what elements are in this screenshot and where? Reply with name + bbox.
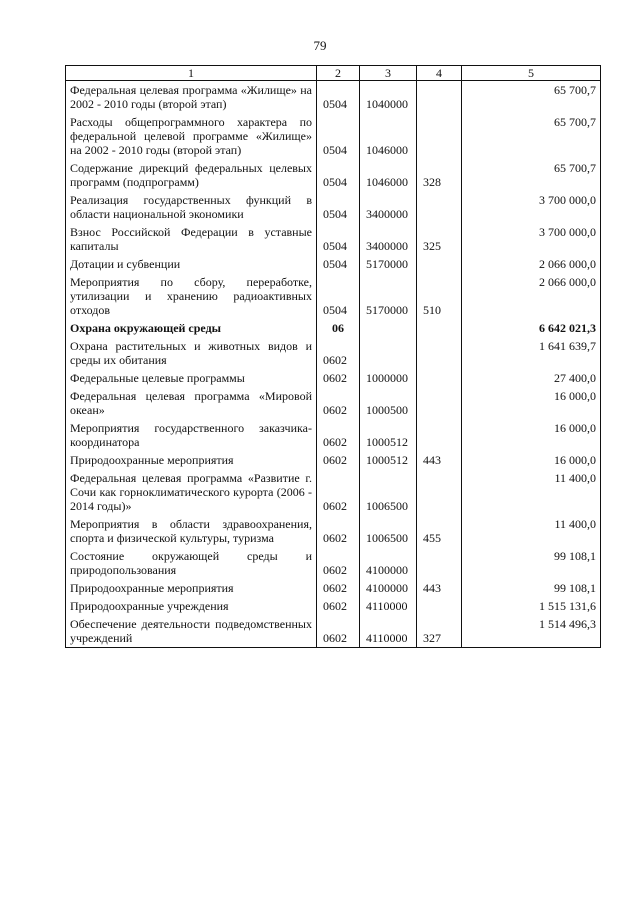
row-article: 4100000 [360,547,417,579]
row-expense-type [417,597,462,615]
row-article: 3400000 [360,223,417,255]
row-section: 0602 [317,337,360,369]
table-row [66,419,601,451]
row-article [360,337,417,369]
row-section: 0602 [317,597,360,615]
row-article: 1046000 [360,113,417,159]
row-amount: 2 066 000,0 [462,255,601,273]
page-number: 79 [313,38,327,53]
row-section: 0602 [317,387,360,419]
row-name: Охрана растительных и животных видов и среды их обитания [66,337,317,369]
row-expense-type: 510 [417,273,462,319]
row-name: Мероприятия в области здравоохранения, спорта и физической культуры, туризма [66,515,317,547]
row-amount: 3 700 000,0 [462,223,601,255]
row-name: Федеральные целевые программы [66,369,317,387]
row-expense-type [417,387,462,419]
row-amount: 16 000,0 [462,419,601,451]
row-section: 0602 [317,579,360,597]
row-amount: 2 066 000,0 [462,273,601,319]
row-section: 0602 [317,469,360,515]
row-expense-type [417,337,462,369]
row-expense-type: 443 [417,579,462,597]
row-article: 3400000 [360,191,417,223]
table-row [66,113,601,159]
row-name: Мероприятия государственного заказчика-координатора [66,419,317,451]
table-row [66,191,601,223]
row-amount: 16 000,0 [462,451,601,469]
row-name: Взнос Российской Федерации в уставные капиталы [66,223,317,255]
row-article: 1000512 [360,419,417,451]
row-expense-type [417,469,462,515]
row-section: 0504 [317,159,360,191]
row-article: 1006500 [360,469,417,515]
row-expense-type [417,319,462,337]
row-amount: 16 000,0 [462,387,601,419]
row-amount: 1 641 639,7 [462,337,601,369]
row-amount: 1 514 496,3 [462,615,601,648]
row-article: 1006500 [360,515,417,547]
row-expense-type: 327 [417,615,462,648]
row-section: 0504 [317,255,360,273]
table-row [66,273,601,319]
row-article: 5170000 [360,255,417,273]
table-body [66,81,601,648]
row-section: 0504 [317,273,360,319]
row-article: 4100000 [360,579,417,597]
header-cell-name: 1 [66,66,317,81]
row-expense-type: 443 [417,451,462,469]
row-name: Дотации и субвенции [66,255,317,273]
row-amount: 99 108,1 [462,547,601,579]
header-row [66,66,601,81]
table-row [66,159,601,191]
row-article: 1000500 [360,387,417,419]
row-amount: 11 400,0 [462,515,601,547]
row-name: Природоохранные учреждения [66,597,317,615]
row-name: Природоохранные мероприятия [66,579,317,597]
table-row [66,547,601,579]
header-cell-section: 2 [317,66,360,81]
row-amount: 99 108,1 [462,579,601,597]
table-row [66,469,601,515]
row-amount: 65 700,7 [462,159,601,191]
row-article: 5170000 [360,273,417,319]
row-article: 1000512 [360,451,417,469]
row-name: Федеральная целевая программа «Жилище» на 2002 - 2010 годы (второй этап) [66,81,317,114]
row-expense-type [417,255,462,273]
header-cell-expense-type: 4 [417,66,462,81]
row-amount: 65 700,7 [462,81,601,114]
row-name: Содержание дирекций федеральных целевых программ (подпрограмм) [66,159,317,191]
row-section: 0602 [317,515,360,547]
table-row [66,615,601,648]
row-amount: 3 700 000,0 [462,191,601,223]
row-name: Обеспечение деятельности подведомственных учреждений [66,615,317,648]
row-article: 1040000 [360,81,417,114]
row-article: 4110000 [360,615,417,648]
table-row [66,319,601,337]
table-row [66,223,601,255]
row-expense-type [417,369,462,387]
table-row [66,387,601,419]
row-amount: 11 400,0 [462,469,601,515]
row-name: Расходы общепрограммного характера по федеральной целевой программе «Жилище» на 2002 - 2010 годы (второй этап) [66,113,317,159]
row-section: 0602 [317,451,360,469]
row-name: Природоохранные мероприятия [66,451,317,469]
row-article: 1046000 [360,159,417,191]
header-cell-amount: 5 [462,66,601,81]
row-expense-type [417,191,462,223]
row-expense-type [417,547,462,579]
row-section: 0602 [317,615,360,648]
table-row [66,337,601,369]
row-name: Охрана окружающей среды [66,319,317,337]
row-amount: 65 700,7 [462,113,601,159]
row-amount: 6 642 021,3 [462,319,601,337]
row-section: 0602 [317,547,360,579]
row-amount: 1 515 131,6 [462,597,601,615]
table-row [66,515,601,547]
table-row [66,369,601,387]
table-row [66,451,601,469]
row-name: Состояние окружающей среды и природопользования [66,547,317,579]
table-row [66,81,601,114]
row-name: Федеральная целевая программа «Развитие г. Сочи как горноклиматического курорта (2006 - 2014 годы)» [66,469,317,515]
row-section: 0602 [317,419,360,451]
row-article: 4110000 [360,597,417,615]
row-expense-type: 455 [417,515,462,547]
row-section: 0504 [317,223,360,255]
row-expense-type: 328 [417,159,462,191]
row-expense-type [417,419,462,451]
table-row [66,579,601,597]
row-section: 0504 [317,113,360,159]
header-cell-article: 3 [360,66,417,81]
table-row [66,255,601,273]
row-expense-type [417,81,462,114]
table-row [66,597,601,615]
row-name: Реализация государственных функций в области национальной экономики [66,191,317,223]
row-amount: 27 400,0 [462,369,601,387]
row-section: 0504 [317,81,360,114]
row-section: 06 [317,319,360,337]
row-name: Мероприятия по сбору, переработке, утилизации и хранению радиоактивных отходов [66,273,317,319]
row-expense-type: 325 [417,223,462,255]
row-article: 1000000 [360,369,417,387]
row-section: 0602 [317,369,360,387]
row-name: Федеральная целевая программа «Мировой океан» [66,387,317,419]
row-article [360,319,417,337]
row-section: 0504 [317,191,360,223]
row-expense-type [417,113,462,159]
budget-table [65,65,601,648]
